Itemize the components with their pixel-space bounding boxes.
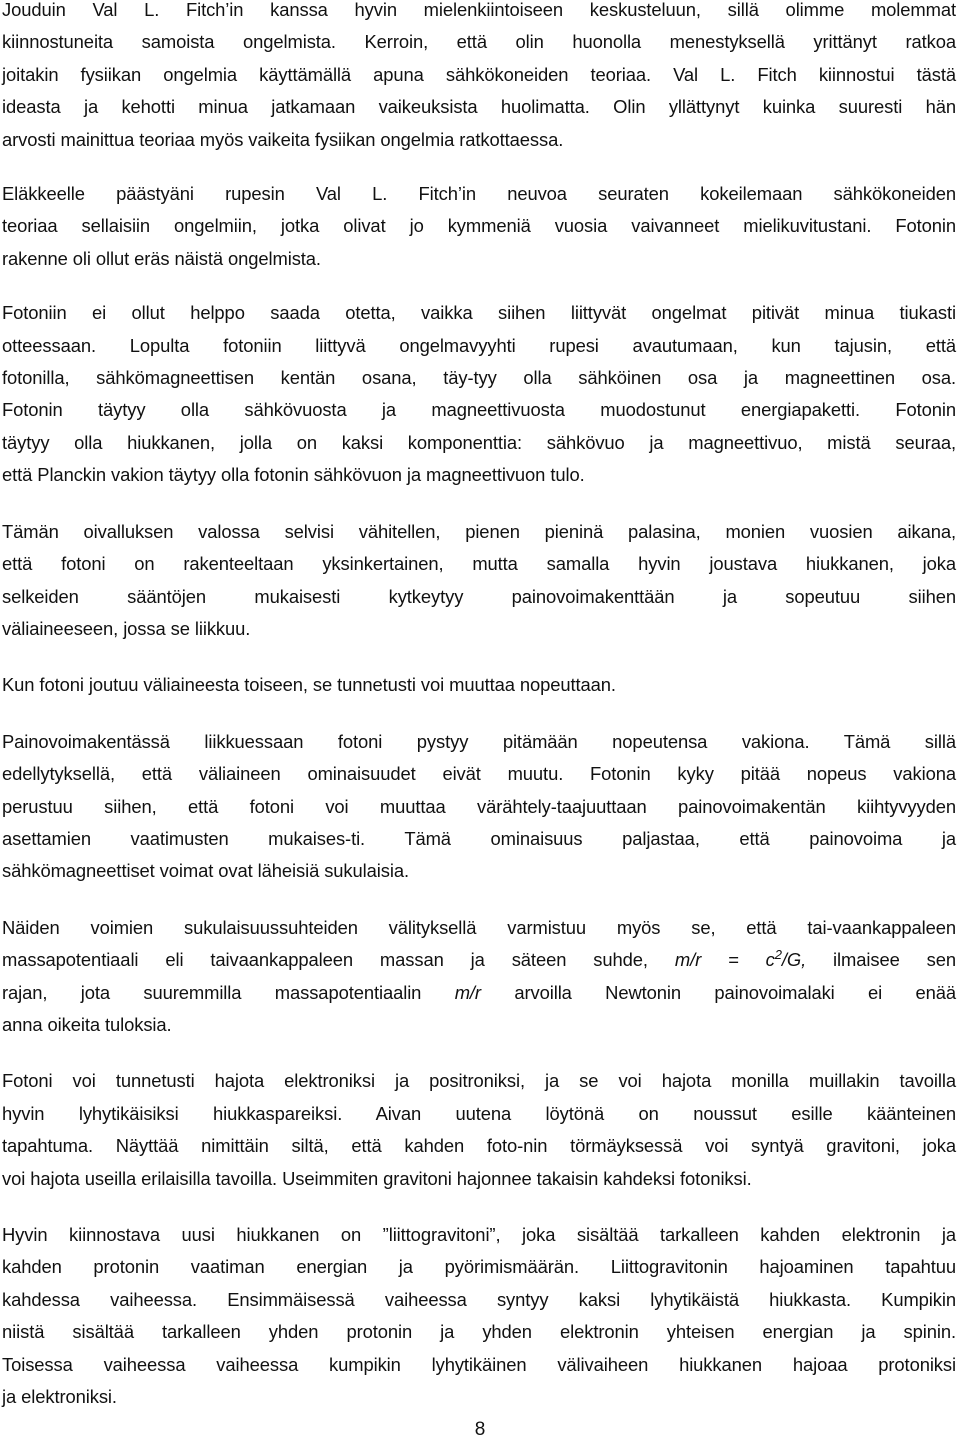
text-line: Tämän oivalluksen valossa selvisi vähitellen, pienen pieninä palasina, monien vuosien aikana, xyxy=(2,520,956,542)
document-body xyxy=(2,0,956,1435)
text-segment: rajan, jota suuremmilla massapotentiaalin xyxy=(2,981,422,1003)
formula-part: /G, xyxy=(781,949,807,971)
text-line: täytyy olla hiukkanen, jolla on kaksi komponenttia: sähkövuo ja magneettivuo, mistä seuraa, xyxy=(2,431,956,453)
text-line: Fotonin täytyy olla sähkövuosta ja magneettivuosta muodostunut energiapaketti. Fotonin xyxy=(2,399,956,421)
paragraph xyxy=(2,1219,956,1413)
text-line: Toisessa vaiheessa vaiheessa kumpikin lyhytikäinen välivaiheen hiukkanen hajoaa protoniksi xyxy=(2,1353,956,1375)
text-line: tapahtuma. Näyttää nimittäin siltä, että kahden foto-nin törmäyksessä voi syntyä gravitoni, joka xyxy=(2,1135,956,1157)
paragraph-with-formula xyxy=(2,912,956,1042)
text-segment: arvoilla Newtonin painovoimalaki ei enää xyxy=(514,981,957,1003)
text-line: hyvin lyhytikäisiksi hiukkaspareiksi. Aivan uutena löytönä on noussut esille käänteinen xyxy=(2,1102,956,1124)
text-line: Kun fotoni joutuu väliaineesta toiseen, se tunnetusti voi muuttaa nopeuttaan. xyxy=(2,674,616,696)
text-line: fotonilla, sähkömagneettisen kentän osana, täy-tyy olla sähköinen osa ja magneettinen osa. xyxy=(2,367,956,389)
text-segment: massapotentiaali eli taivaankappaleen massan ja säteen suhde, xyxy=(2,949,648,971)
formula-exponent: 2 xyxy=(774,947,782,963)
text-line: teoriaa sellaisiin ongelmiin, jotka olivat jo kymmeniä vuosia vaivanneet mielikuvitustani. Fotonin xyxy=(2,215,956,237)
paragraph xyxy=(2,1065,956,1195)
text-line: perustuu siihen, että fotoni voi muuttaa värähtely-taajuuttaan painovoimakentän kiihtyvyyden xyxy=(2,795,956,817)
text-line xyxy=(2,977,956,1009)
text-line: väliaineeseen, jossa se liikkuu. xyxy=(2,617,251,639)
text-line: niistä sisältää tarkalleen yhden protonin ja yhden elektronin yhteisen energian ja spinin. xyxy=(2,1321,956,1343)
text-line: Jouduin Val L. Fitch’in kanssa hyvin mielenkiintoiseen keskusteluun, sillä olimme molemmat xyxy=(2,0,956,20)
text-line: Eläkkeelle päästyäni rupesin Val L. Fitch’in neuvoa seuraten kokeilemaan sähkökoneiden xyxy=(2,183,956,205)
text-line: että fotoni on rakenteeltaan yksinkertainen, mutta samalla hyvin joustava hiukkanen, joka xyxy=(2,553,956,575)
text-line: arvosti mainittua teoriaa myös vaikeita fysiikan ongelmia ratkottaessa. xyxy=(2,128,564,150)
text-line: kiinnostuneita samoista ongelmista. Kerroin, että olin huonolla menestyksellä yrittänyt ratkoa xyxy=(2,31,956,53)
text-line: ja elektroniksi. xyxy=(2,1386,117,1408)
paragraph xyxy=(2,726,956,888)
paragraph xyxy=(2,0,956,156)
text-line: edellytyksellä, että väliaineen ominaisuudet eivät muutu. Fotonin kyky pitää nopeus vakiona xyxy=(2,763,956,785)
text-line: selkeiden sääntöjen mukaisesti kytkeytyy painovoimakenttään ja sopeutuu siihen xyxy=(2,585,956,607)
text-line: Fotoniin ei ollut helppo saada otetta, vaikka siihen liittyvät ongelmat pitivät minua tiukasti xyxy=(2,302,956,324)
formula-part: m/r = c xyxy=(674,949,775,971)
text-line: anna oikeita tuloksia. xyxy=(2,1013,172,1035)
text-line: voi hajota useilla erilaisilla tavoilla. Useimmiten gravitoni hajonnee takaisin kahdeksi fotoniksi. xyxy=(2,1167,752,1189)
paragraph xyxy=(2,297,956,491)
text-line: Painovoimakentässä liikkuessaan fotoni pystyy pitämään nopeutensa vakiona. Tämä sillä xyxy=(2,730,956,752)
text-line: joitakin fysiikan ongelmia käyttämällä apuna sähkökoneiden teoriaa. Val L. Fitch kiinnostui tästä xyxy=(2,63,956,85)
paragraph xyxy=(2,669,956,701)
text-line: Fotoni voi tunnetusti hajota elektroniksi ja positroniksi, ja se voi hajota monilla muillakin tavoilla xyxy=(2,1070,956,1092)
text-line: että Planckin vakion täytyy olla fotonin sähkövuon ja magneettivuon tulo. xyxy=(2,464,585,486)
text-line: kahden protonin vaatiman energian ja pyörimismäärän. Liittogravitonin hajoaminen tapahtuu xyxy=(2,1256,956,1278)
text-segment: ilmaisee sen xyxy=(833,949,956,971)
text-line: asettamien vaatimusten mukaises-ti. Tämä ominaisuus paljastaa, että painovoima ja xyxy=(2,827,956,849)
text-line: sähkömagneettiset voimat ovat läheisiä sukulaisia. xyxy=(2,860,409,882)
text-line: Hyvin kiinnostava uusi hiukkanen on ”liittogravitoni”, joka sisältää tarkalleen kahden elektronin ja xyxy=(2,1224,956,1245)
page-number: 8 xyxy=(474,1419,486,1440)
formula-mass-potential xyxy=(675,949,806,970)
text-line: rakenne oli ollut eräs näistä ongelmista. xyxy=(2,247,321,269)
paragraph xyxy=(2,178,956,275)
text-line: kahdessa vaiheessa. Ensimmäisessä vaiheessa syntyy kaksi lyhytikäistä hiukkasta. Kumpikin xyxy=(2,1288,956,1310)
text-line: Näiden voimien sukulaisuussuhteiden välityksellä varmistuu myös se, että tai-vaankappaleen xyxy=(2,916,956,938)
text-line: ideasta ja kehotti minua jatkamaan vaikeuksista huolimatta. Olin yllättynyt kuinka suuresti hän xyxy=(2,96,956,118)
formula-ratio: m/r xyxy=(454,981,481,1003)
text-line: otteessaan. Lopulta fotoniin liittyvä ongelmavyyhti rupesi avautumaan, kun tajusin, että xyxy=(2,334,956,356)
paragraph xyxy=(2,516,956,646)
text-line xyxy=(2,944,956,976)
